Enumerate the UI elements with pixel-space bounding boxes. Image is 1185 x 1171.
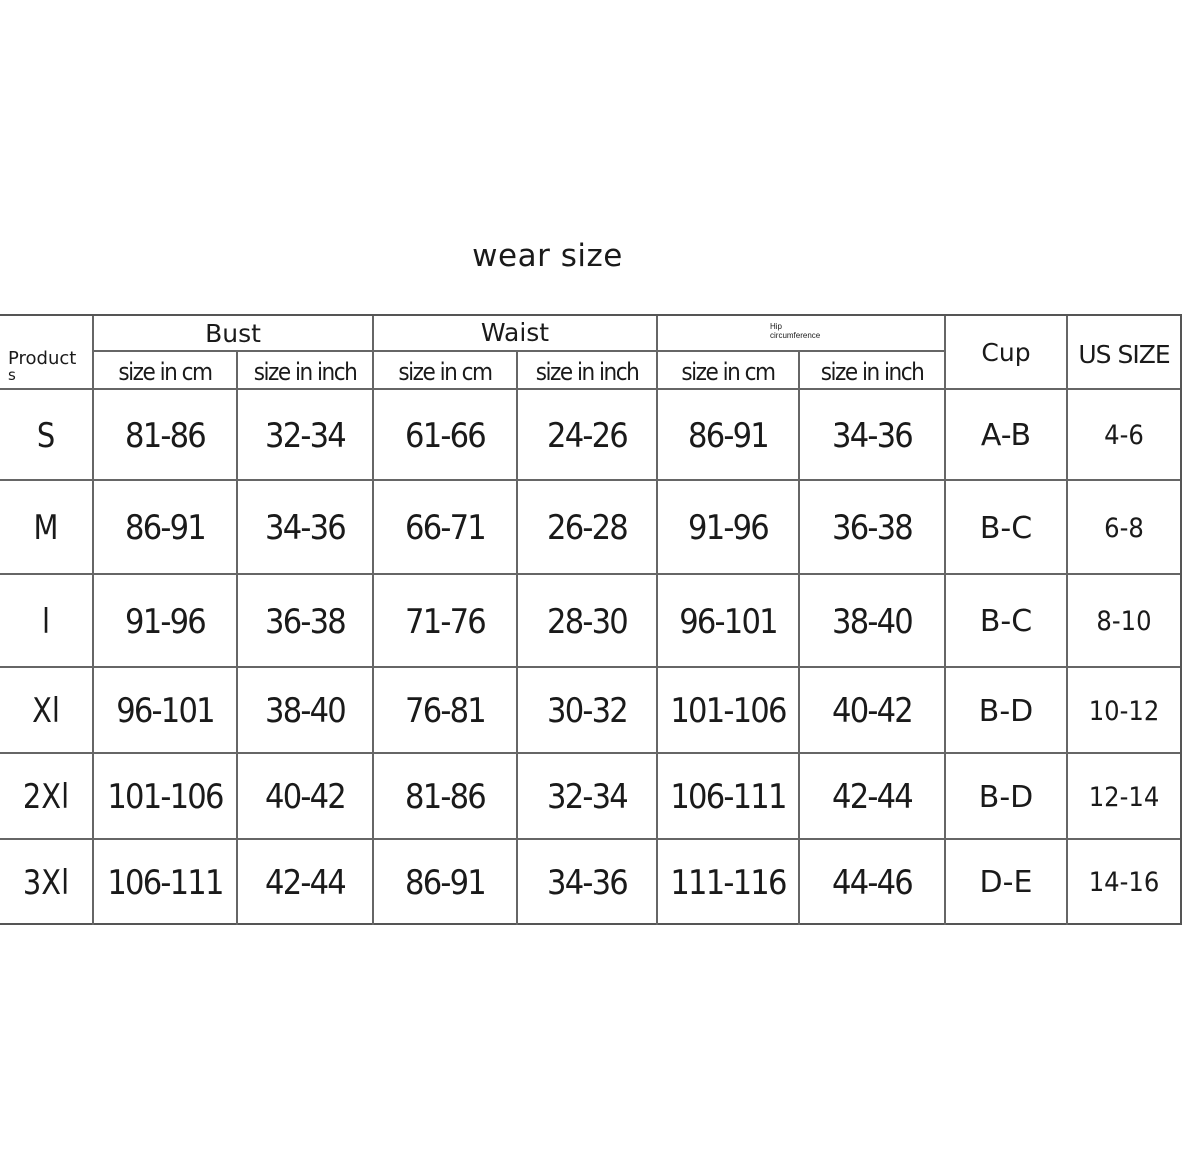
cell-hip-inch: 38-40 (832, 601, 912, 642)
products-header-line2: s (8, 366, 16, 384)
cell-cup: A-B (980, 418, 1032, 453)
cell-us: 8-10 (1096, 606, 1152, 637)
waist-inch-subheader: size in inch (535, 358, 639, 386)
cell-cup: B-D (978, 693, 1034, 729)
column-divider (92, 316, 94, 925)
row-divider (0, 752, 1180, 754)
cell-size: l (41, 601, 51, 642)
cell-us: 4-6 (1104, 420, 1144, 451)
hip-cm-subheader: size in cm (681, 358, 775, 386)
cell-waist-cm: 76-81 (405, 691, 485, 731)
cell-bust-cm: 106-111 (107, 862, 223, 903)
cell-bust-inch: 40-42 (265, 777, 345, 817)
cell-bust-inch: 32-34 (265, 415, 345, 456)
cell-us: 10-12 (1088, 695, 1160, 727)
cell-hip-inch: 34-36 (832, 415, 912, 456)
bust-cm-subheader: size in cm (118, 358, 212, 386)
cell-waist-inch: 28-30 (547, 601, 627, 642)
bust-header: Bust (205, 318, 261, 348)
column-divider (372, 316, 374, 925)
cell-hip-inch: 36-38 (832, 508, 912, 548)
row-divider (0, 666, 1180, 668)
cell-waist-inch: 24-26 (547, 415, 627, 456)
table-row (0, 668, 1180, 754)
cell-bust-cm: 96-101 (116, 691, 214, 731)
cell-bust-inch: 34-36 (265, 508, 345, 548)
products-header (8, 344, 94, 390)
cell-size: M (33, 508, 59, 548)
cell-bust-cm: 101-106 (107, 777, 223, 817)
cell-size: Xl (32, 691, 60, 731)
cell-waist-cm: 81-86 (405, 777, 485, 817)
cell-waist-cm: 86-91 (405, 862, 485, 903)
cell-bust-inch: 38-40 (265, 691, 345, 731)
cell-cup: B-D (978, 779, 1034, 815)
waist-cm-subheader: size in cm (398, 358, 492, 386)
cell-waist-cm: 66-71 (405, 508, 485, 548)
cell-size: 2Xl (22, 777, 70, 817)
hip-inch-subheader: size in inch (820, 358, 924, 386)
cell-hip-cm: 101-106 (670, 691, 786, 731)
row-divider (0, 838, 1180, 840)
bust-inch-subheader: size in inch (253, 358, 357, 386)
cell-hip-cm: 86-91 (688, 415, 768, 456)
cell-waist-inch: 34-36 (547, 862, 627, 903)
row-divider (0, 388, 1180, 390)
cell-cup: D-E (979, 865, 1033, 900)
row-divider (0, 479, 1180, 481)
cell-us: 12-14 (1088, 781, 1160, 813)
cell-bust-cm: 86-91 (125, 508, 205, 548)
cell-cup: B-C (979, 604, 1033, 639)
table-row (0, 575, 1180, 668)
cell-bust-inch: 36-38 (265, 601, 345, 642)
hip-header-line1: Hip (770, 322, 783, 331)
column-divider (944, 316, 946, 925)
cell-hip-cm: 96-101 (679, 601, 777, 642)
cell-waist-cm: 61-66 (405, 415, 485, 456)
page-title: wear size (472, 238, 623, 274)
cell-waist-inch: 26-28 (547, 508, 627, 548)
cell-waist-cm: 71-76 (405, 601, 485, 642)
cell-bust-cm: 91-96 (125, 601, 205, 642)
cell-size: 3Xl (22, 862, 70, 903)
cell-us: 14-16 (1088, 867, 1160, 898)
cell-hip-cm: 111-116 (670, 862, 786, 903)
subheader-divider (92, 350, 944, 352)
cell-bust-inch: 42-44 (265, 862, 345, 903)
cell-hip-inch: 42-44 (832, 777, 912, 817)
cell-waist-inch: 30-32 (547, 691, 627, 731)
cell-hip-cm: 91-96 (688, 508, 768, 548)
cell-size: S (36, 415, 56, 456)
table-row (0, 390, 1180, 481)
cell-hip-inch: 44-46 (832, 862, 912, 903)
cell-hip-inch: 40-42 (832, 691, 912, 731)
cell-waist-inch: 32-34 (547, 777, 627, 817)
row-divider (0, 573, 1180, 575)
hip-header-line2: circumference (770, 331, 821, 340)
table-row (0, 840, 1180, 925)
cup-header: Cup (981, 337, 1031, 367)
cell-bust-cm: 81-86 (125, 415, 205, 456)
products-header-line1: Product (8, 348, 77, 369)
size-chart-table (0, 314, 1182, 925)
us-size-header: US SIZE (1078, 339, 1170, 369)
column-divider (1066, 316, 1068, 925)
hip-header (770, 322, 890, 348)
waist-header: Waist (480, 317, 550, 347)
column-divider (656, 316, 658, 925)
cell-cup: B-C (979, 510, 1033, 546)
cell-hip-cm: 106-111 (670, 777, 786, 817)
table-row (0, 754, 1180, 840)
cell-us: 6-8 (1104, 512, 1144, 544)
table-row (0, 481, 1180, 575)
